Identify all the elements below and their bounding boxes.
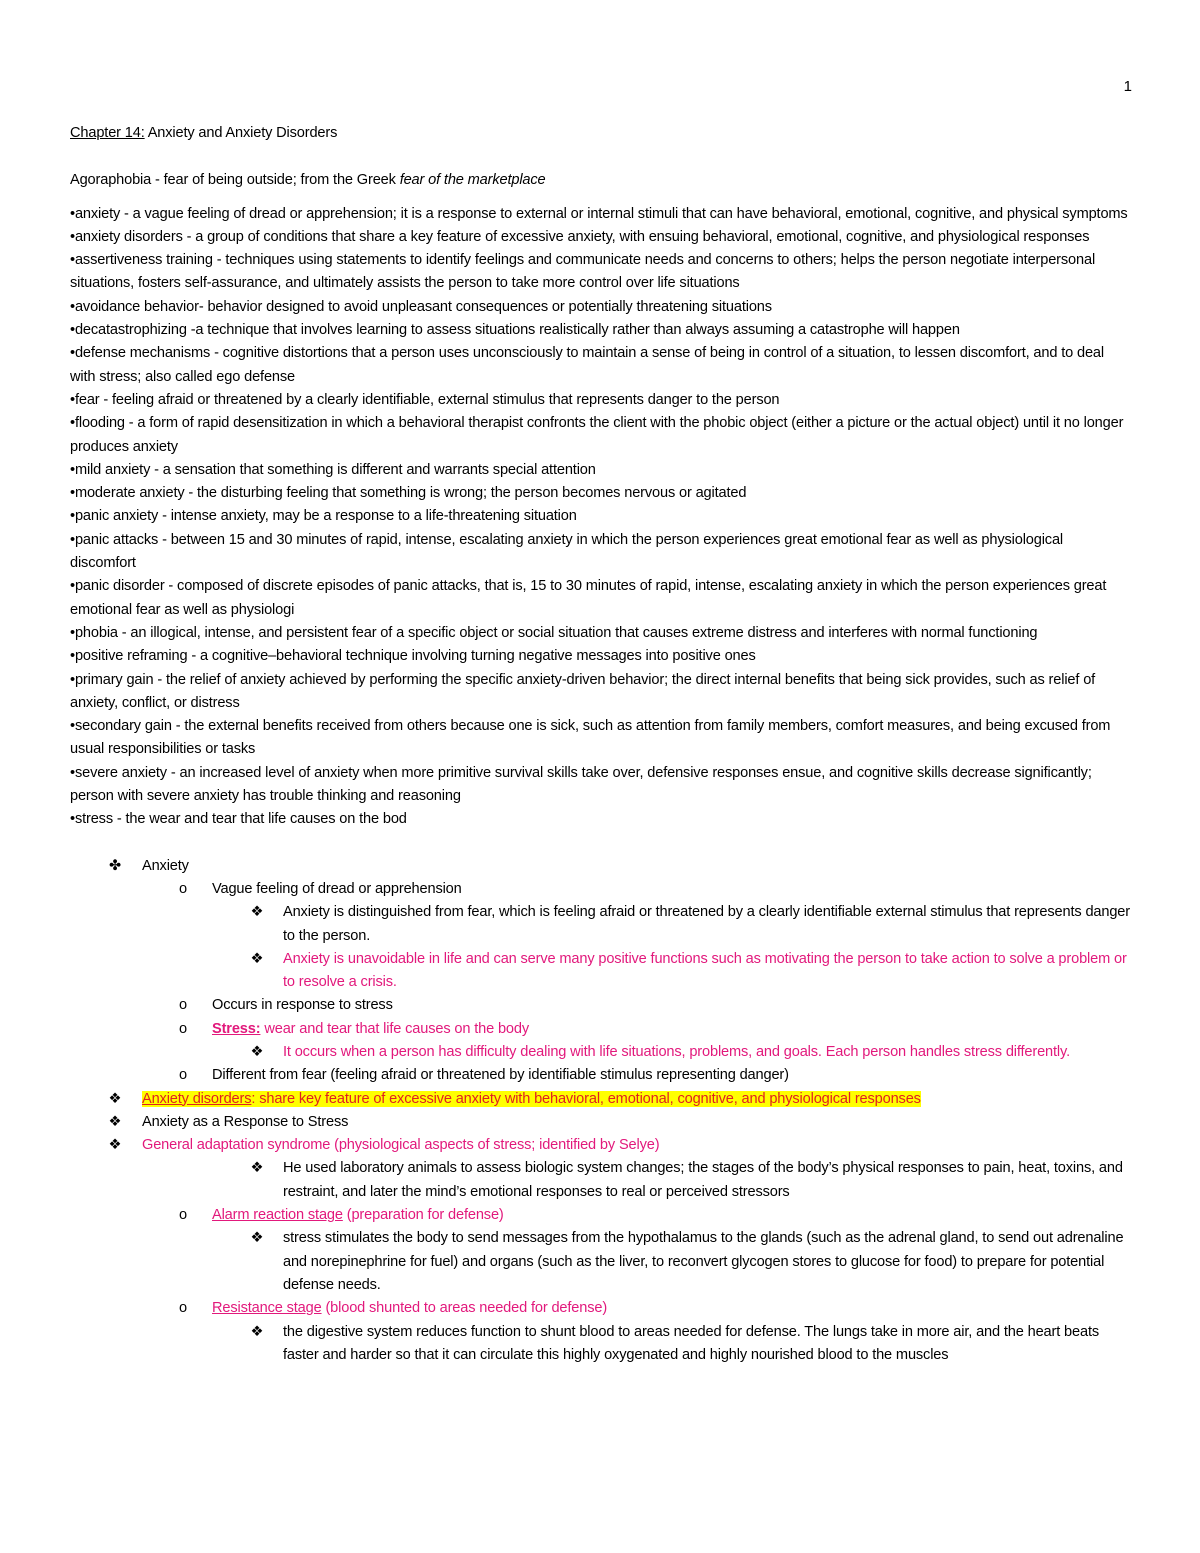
glossary-item: •severe anxiety - an increased level of anxiety when more primitive survival skills take over, defensive responses ensue, and cognitive skills decrease significantly; person with severe anxiety has trouble thinking and reasoning bbox=[70, 764, 1092, 805]
glossary-item: •flooding - a form of rapid desensitization in which a behavioral therapist confronts the client with the phobic object (either a picture or the actual object) until it no longer produces anxiety bbox=[70, 415, 1124, 455]
highlighted-text bbox=[142, 1091, 921, 1107]
notes-text: (preparation for defense) bbox=[342, 1207, 504, 1224]
notes-item-occurs bbox=[70, 994, 1130, 1017]
page-content bbox=[70, 122, 1130, 1367]
notes-text: stress stimulates the body to send messages from the hypothalamus to the glands (such as the adrenal gland, to send out adrenaline and norepinephrine for fuel) and organs (such as the liver, to reconvert glycogen stores to glucose for food) to prepare for potential defense needs. bbox=[283, 1230, 1124, 1293]
glossary-item: •fear - feeling afraid or threatened by a clearly identifiable, external stimulus that represents danger to the person bbox=[70, 391, 780, 408]
notes-text: wear and tear that life causes on the body bbox=[260, 1020, 530, 1037]
glossary-item: •positive reframing - a cognitive–behavioral technique involving turning negative messages into positive ones bbox=[70, 648, 756, 665]
notes-item-vague bbox=[70, 878, 1130, 901]
diamond-bullet-icon: ❖ bbox=[250, 1230, 264, 1247]
circle-bullet-icon: o bbox=[179, 1207, 187, 1224]
notes-item-gas bbox=[70, 1134, 1130, 1157]
notes-text: (blood shunted to areas needed for defense) bbox=[321, 1300, 608, 1317]
glossary-item: •panic attacks - between 15 and 30 minutes of rapid, intense, escalating anxiety in which the person experiences great emotional fear as well as physiological discomfort bbox=[70, 531, 1064, 572]
anxiety-disorders-label: Anxiety disorders bbox=[142, 1090, 252, 1107]
notes-text: General adaptation syndrome (physiological aspects of stress; identified by Selye) bbox=[142, 1137, 660, 1154]
notes-text: Occurs in response to stress bbox=[212, 997, 393, 1014]
notes-text: the digestive system reduces function to shunt blood to areas needed for defense. The lungs take in more air, and the heart beats faster and harder so that it can circulate this highly oxygenated and highly nourished blood to the muscles bbox=[283, 1323, 1099, 1363]
glossary-item: •panic anxiety - intense anxiety, may be a response to a life-threatening situation bbox=[70, 508, 577, 525]
diamond-bullet-icon: ❖ bbox=[250, 1160, 264, 1177]
glossary-item: •phobia - an illogical, intense, and persistent fear of a specific object or social situation that causes extreme distress and interferes with normal functioning bbox=[70, 624, 1038, 641]
resistance-stage-label: Resistance stage bbox=[212, 1300, 322, 1317]
glossary-item: •panic disorder - composed of discrete episodes of panic attacks, that is, 15 to 30 minutes of rapid, intense, escalating anxiety in which the person experiences great emotional fear as well as physiologi bbox=[70, 578, 1107, 618]
clover-bullet-icon: ✤ bbox=[108, 857, 122, 874]
diamond-bullet-icon: ❖ bbox=[108, 1137, 122, 1154]
notes-text: It occurs when a person has difficulty dealing with life situations, problems, and goals. Each person handles stress differently. bbox=[283, 1043, 1070, 1060]
notes-heading-text: Anxiety bbox=[142, 857, 189, 874]
notes-item-distinguished bbox=[70, 901, 1130, 948]
glossary-list bbox=[70, 203, 1130, 832]
stress-label: Stress: bbox=[212, 1020, 261, 1037]
notes-text: Anxiety is distinguished from fear, which is feeling afraid or threatened by a clearly identifiable external stimulus that represents danger to the person. bbox=[283, 904, 1130, 944]
chapter-number: Chapter 14: bbox=[70, 125, 145, 141]
diamond-bullet-icon: ❖ bbox=[108, 1113, 122, 1130]
glossary-item: •decatastrophizing -a technique that involves learning to assess situations realistically rather than always assuming a catastrophe will happen bbox=[70, 322, 960, 339]
chapter-name: Anxiety and Anxiety Disorders bbox=[144, 125, 338, 141]
glossary-item: •secondary gain - the external benefits received from others because one is sick, such as attention from family members, comfort measures, and being excused from usual responsibilities or tasks bbox=[70, 718, 1111, 758]
notes-item-different-fear bbox=[70, 1064, 1130, 1087]
glossary-item: •avoidance behavior- behavior designed to avoid unpleasant consequences or potentially threatening situations bbox=[70, 298, 772, 315]
notes-item-anxiety-disorders bbox=[70, 1088, 1130, 1111]
glossary-item: •moderate anxiety - the disturbing feeling that something is wrong; the person becomes nervous or agitated bbox=[70, 485, 747, 502]
circle-bullet-icon: o bbox=[179, 1020, 187, 1037]
diamond-bullet-icon: ❖ bbox=[250, 1323, 264, 1340]
circle-bullet-icon: o bbox=[179, 880, 187, 897]
agoraphobia-definition bbox=[70, 169, 1130, 192]
notes-text: He used laboratory animals to assess biologic system changes; the stages of the body’s physical responses to pain, heat, toxins, and restraint, and later the mind’s emotional responses to real or perceived stressors bbox=[283, 1160, 1123, 1200]
notes-text: Anxiety is unavoidable in life and can serve many positive functions such as motivating the person to take action to solve a problem or to resolve a crisis. bbox=[283, 950, 1127, 991]
glossary-item: •assertiveness training - techniques using statements to identify feelings and communicate needs and concerns to others; helps the person negotiate interpersonal situations, fosters self-assurance, and ultimately assists the person to take more control over life situations bbox=[70, 252, 1096, 292]
lecture-notes-list bbox=[70, 855, 1130, 1368]
notes-item-lab-animals bbox=[70, 1157, 1130, 1204]
glossary-item: •anxiety disorders - a group of conditions that share a key feature of excessive anxiety, with ensuing behavioral, emotional, cognitive, and physiological responses bbox=[70, 228, 1090, 245]
notes-item-alarm-detail bbox=[70, 1227, 1130, 1297]
page-number: 1 bbox=[1123, 78, 1132, 95]
alarm-stage-label: Alarm reaction stage bbox=[212, 1207, 343, 1224]
diamond-bullet-icon: ❖ bbox=[250, 904, 264, 921]
notes-heading-anxiety bbox=[70, 855, 1130, 878]
diamond-bullet-icon: ❖ bbox=[108, 1090, 122, 1107]
circle-bullet-icon: o bbox=[179, 1300, 187, 1317]
notes-text: : share key feature of excessive anxiety with behavioral, emotional, cognitive, and physiological responses bbox=[251, 1090, 921, 1107]
glossary-item: •defense mechanisms - cognitive distortions that a person uses unconsciously to maintain a sense of being in control of a situation, to lessen discomfort, and to deal with stress; also called ego defense bbox=[70, 345, 1104, 385]
diamond-bullet-icon: ❖ bbox=[250, 950, 264, 967]
chapter-title bbox=[70, 122, 1130, 145]
circle-bullet-icon: o bbox=[179, 997, 187, 1014]
notes-text: Anxiety as a Response to Stress bbox=[142, 1113, 349, 1130]
glossary-item: •primary gain - the relief of anxiety achieved by performing the specific anxiety-driven behavior; the direct internal benefits that being sick provides, such as relief of anxiety, conflict, or distress bbox=[70, 671, 1096, 711]
glossary-item: •mild anxiety - a sensation that something is different and warrants special attention bbox=[70, 461, 596, 478]
notes-text: Different from fear (feeling afraid or threatened by identifiable stimulus representing danger) bbox=[212, 1067, 789, 1084]
notes-item-difficulty bbox=[70, 1041, 1130, 1064]
notes-item-unavoidable bbox=[70, 948, 1130, 995]
notes-item-resistance-detail bbox=[70, 1321, 1130, 1368]
circle-bullet-icon: o bbox=[179, 1067, 187, 1084]
notes-item-stress bbox=[70, 1018, 1130, 1041]
agoraphobia-italic: fear of the marketplace bbox=[399, 172, 546, 189]
agoraphobia-text: Agoraphobia - fear of being outside; from the Greek bbox=[70, 172, 400, 189]
diamond-bullet-icon: ❖ bbox=[250, 1043, 264, 1060]
notes-item-response-stress bbox=[70, 1111, 1130, 1134]
notes-text: Vague feeling of dread or apprehension bbox=[212, 880, 462, 897]
notes-item-alarm bbox=[70, 1204, 1130, 1227]
notes-item-resistance bbox=[70, 1297, 1130, 1320]
glossary-item: •anxiety - a vague feeling of dread or apprehension; it is a response to external or internal stimuli that can have behavioral, emotional, cognitive, and physical symptoms bbox=[70, 205, 1128, 222]
glossary-item: •stress - the wear and tear that life causes on the bod bbox=[70, 811, 407, 828]
